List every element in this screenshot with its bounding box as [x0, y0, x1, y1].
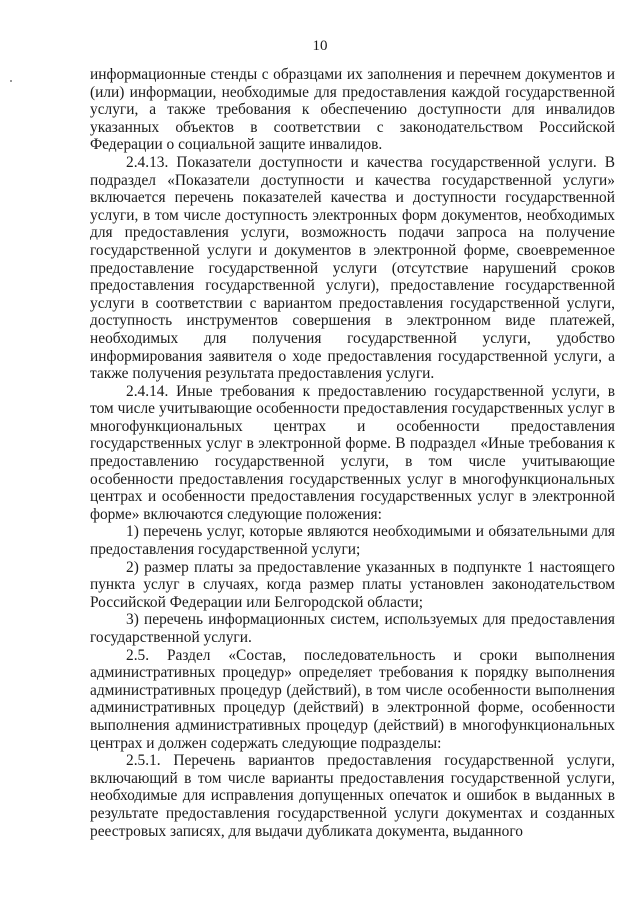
paragraph: 2.5.1. Перечень вариантов предоставления государственной услуги, включающий в том числе варианты предоставления государственной услуги, необходимые для исправления допущенных опечаток и ошибок в выданных в результате предоставления государственной услуги документах и созданных реестровых записях, для выдачи дубликата документа, выданного: [90, 752, 615, 840]
paragraph: 2.4.14. Иные требования к предоставлению государственной услуги, в том числе учитывающие особенности предоставления государственных услуг в многофункциональных центрах и особенности предоставления государственных услуг в электронной форме. В подраздел «Иные требования к предоставлению государственной услуги, в том числе учитывающие особенности предоставления государственных услуг в многофункциональных центрах и особенности предоставления государственных услуг в электронной форме» включаются следующие положения:: [90, 382, 615, 523]
document-body: [90, 66, 615, 840]
paragraph: 3) перечень информационных систем, используемых для предоставления государственной услуги.: [90, 611, 615, 646]
page-number: 10: [312, 38, 328, 54]
paragraph: информационные стенды с образцами их заполнения и перечнем документов и (или) информации, необходимые для предоставления каждой государственной услуги, а также требования к обеспечению доступности для инвалидов указанных объектов в соответствии с законодательством Российской Федерации о социальной защите инвалидов.: [90, 66, 615, 154]
paragraph: 1) перечень услуг, которые являются необходимыми и обязательными для предоставления государственной услуги;: [90, 523, 615, 559]
paragraph: 2.4.13. Показатели доступности и качества государственной услуги. В подраздел «Показатели доступности и качества государственной услуги» включается перечень показателей качества и доступности государственной услуги, в том числе доступность электронных форм документов, необходимых для предоставления услуги, возможность подачи запроса на получение государственной услуги и документов в электронной форме, своевременное предоставление государственной услуги (отсутствие нарушений сроков предоставления государственной услуги), предоставление государственной услуги в соответствии с вариантом предоставления государственной услуги, доступность инструментов совершения в электронном виде платежей, необходимых для получения государственной услуги, удобство информирования заявителя о ходе предоставления государственной услуги, а также получения результата предоставления услуги.: [90, 153, 615, 383]
paragraph: 2) размер платы за предоставление указанных в подпункте 1 настоящего пункта услуг в случаях, когда размер платы установлен законодательством Российской Федерации или Белгородской области;: [90, 558, 615, 611]
paragraph: 2.5. Раздел «Состав, последовательность и сроки выполнения административных процедур» определяет требования к порядку выполнения административных процедур (действий), в том числе особенности выполнения административных процедур (действий) в электронной форме, особенности выполнения административных процедур (действий) в многофункциональных центрах и должен содержать следующие подразделы:: [90, 646, 615, 752]
scan-speck: [10, 80, 12, 82]
